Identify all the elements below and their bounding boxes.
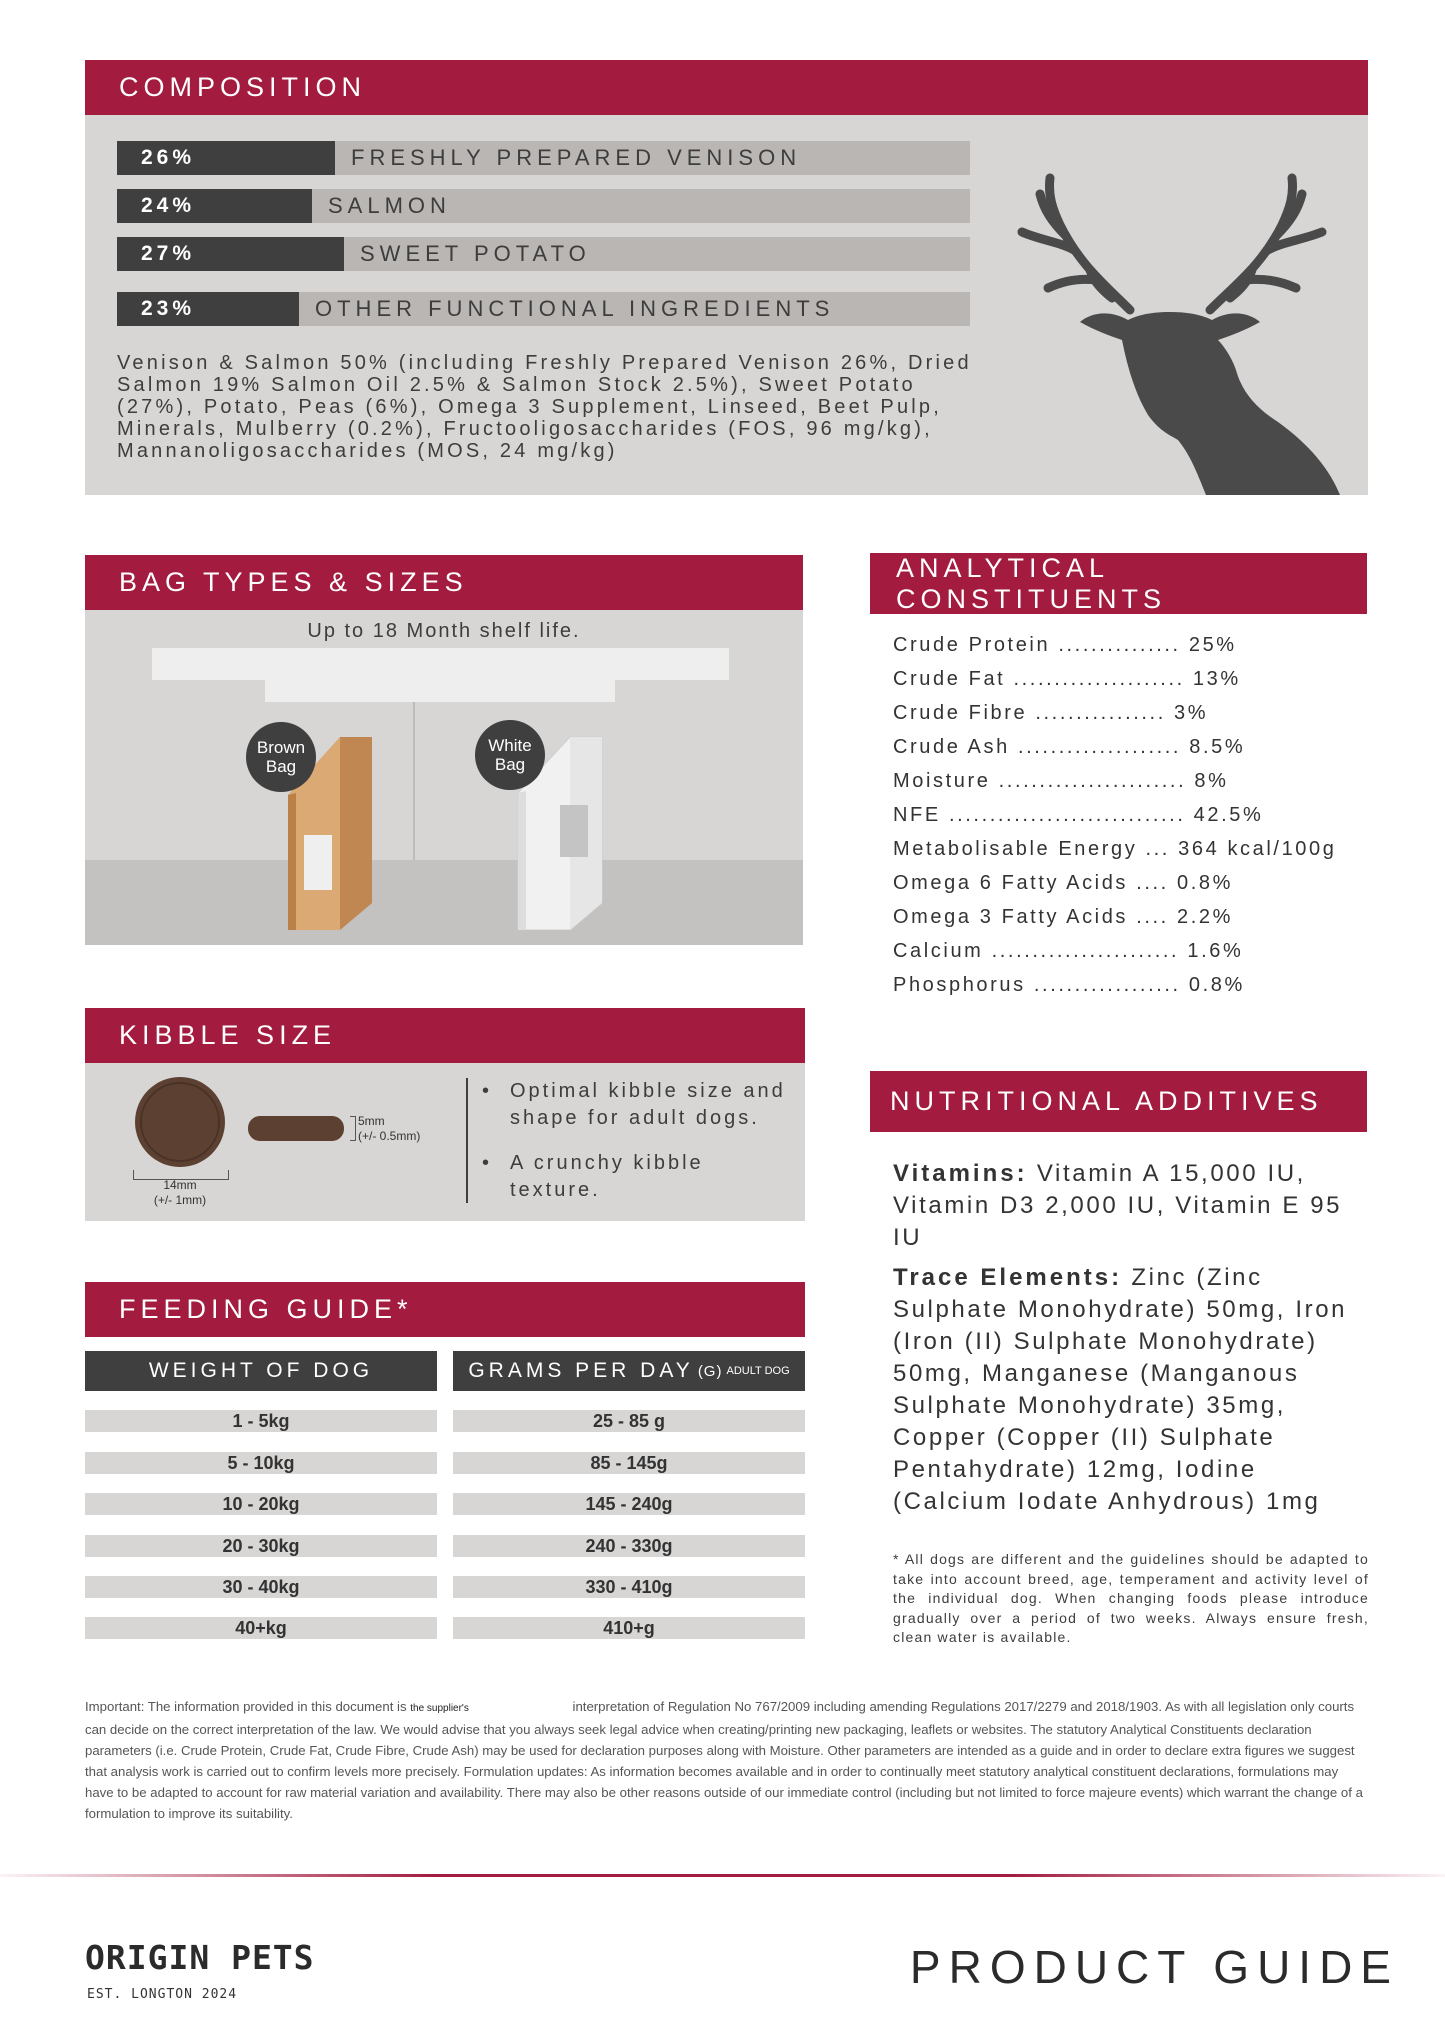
analytical-item: Crude Fat ..................... 13% [893,668,1241,690]
feeding-weight-cell: 1 - 5kg [85,1410,437,1432]
composition-ingredient: SALMON [328,193,451,218]
composition-percent: 27% [117,237,344,271]
analytical-item: Moisture ....................... 8% [893,770,1229,792]
feeding-weight-cell: 30 - 40kg [85,1576,437,1598]
footer-divider [0,1874,1445,1877]
feeding-grams-cell: 410+g [453,1617,805,1639]
analytical-item: Calcium ....................... 1.6% [893,940,1244,962]
kibble-height-dimension [350,1116,356,1141]
kibble-side-icon [248,1116,344,1141]
analytical-item: Metabolisable Energy ... 364 kcal/100g [893,838,1337,860]
composition-ingredient: OTHER FUNCTIONAL INGREDIENTS [315,296,835,321]
composition-ingredient: SWEET POTATO [360,241,591,266]
supplier-text: the supplier's [410,1703,469,1714]
shelf-floor [85,860,803,945]
analytical-item: Omega 6 Fatty Acids .... 0.8% [893,872,1233,894]
shelf-pole [413,702,415,860]
analytical-header [870,553,1367,614]
feeding-grams-cell: 85 - 145g [453,1452,805,1474]
feeding-title: FEEDING GUIDE* [119,1294,413,1324]
composition-header [85,60,1368,115]
vitamins-text: Vitamins: Vitamin A 15,000 IU, Vitamin D3 2,000 IU, Vitamin E 95 IU [893,1160,1343,1251]
document-title: PRODUCT GUIDE [909,1941,1399,1993]
stag-icon [1010,170,1350,495]
feeding-weight-cell: 10 - 20kg [85,1493,437,1515]
brand-logo: ORIGIN PETS [85,1938,315,1977]
analytical-list [893,628,1393,1002]
analytical-item: Crude Ash .................... 8.5% [893,736,1246,758]
kibble-thickness-label: 5mm (+/- 0.5mm) [358,1114,421,1143]
feeding-weight-cell: 40+kg [85,1617,437,1639]
trace-elements-text: Trace Elements: Zinc (Zinc Sulphate Monohydrate) 50mg, Iron (Iron (II) Sulphate Monohydrate) 50mg, Manganese (Manganous Sulphate Monohydrate) 35mg, Copper (Copper (II) Sulphate Pentahydrate) 12mg, Iodine (Calcium Iodate Anhydrous) 1mg [893,1264,1348,1515]
kibble-header [85,1008,805,1063]
kibble-bullets [480,1078,800,1222]
kibble-title: KIBBLE SIZE [119,1020,337,1050]
analytical-item: Omega 3 Fatty Acids .... 2.2% [893,906,1233,928]
composition-row [117,237,970,271]
feeding-col-weight: WEIGHT OF DOG [85,1351,437,1391]
feeding-grams-cell: 145 - 240g [453,1493,805,1515]
additives-header [870,1071,1367,1132]
composition-title: COMPOSITION [119,72,367,102]
brand-est: EST. LONGTON 2024 [87,1987,238,2002]
analytical-title: ANALYTICAL CONSTITUENTS [896,552,1167,614]
bag-types-header [85,555,803,610]
kibble-round-icon [130,1072,230,1172]
composition-percent: 26% [117,141,335,175]
vitamins-label: Vitamins: [893,1160,1028,1187]
shelf-top [152,648,729,680]
legal-disclaimer: Important: The information provided in this document is the supplier's interpretation of Regulation No 767/2009 including amending Regulations 2017/2279 and 2018/1903. As with all legislation only courts can decide on the correct interpretation of the law. We would advise that you always seek legal advice when creating/printing new packaging, leaflets or websites. The statutory Analytical Constituents declaration parameters (i.e. Crude Protein, Crude Fat, Crude Fibre, Crude Ash) may be used for declaration purposes along with Moisture. Other parameters are intended as a guide and in order to declare extra figures we suggest that analysis work is carried out to confirm levels more precisely. Formulation updates: As information becomes available and in order to continually meet statutory analytical constituent declarations, formulations may have to be adapted to account for raw material variation and availability. There may also be other reasons outside of our immediate control (including but not limited to force majeure events) which warrant the change of a formulation to improve its suitability. [85,1699,1363,1821]
feeding-grams-cell: 330 - 410g [453,1576,805,1598]
kibble-bullet: • A crunchy kibble texture. [480,1150,800,1204]
feeding-col-grams: GRAMS PER DAY (G) ADULT DOG [453,1351,805,1391]
feeding-footnote: * All dogs are different and the guidelines should be adapted to take into account breed, age, temperament and activity level of the individual dog. When changing foods please introduce gradually over a period of two weeks. Always ensure fresh, clean water is available. [893,1551,1369,1645]
analytical-item: Phosphorus .................. 0.8% [893,974,1245,996]
composition-ingredient: FRESHLY PREPARED VENISON [351,145,802,170]
shelf-underside [265,680,615,702]
feeding-weight-cell: 5 - 10kg [85,1452,437,1474]
feeding-grams-cell: 25 - 85 g [453,1410,805,1432]
brown-bag-label: Brown Bag [246,722,316,792]
composition-row [117,292,970,326]
kibble-diameter-label: 14mm (+/- 1mm) [153,1178,207,1207]
bag-types-title: BAG TYPES & SIZES [119,567,468,597]
composition-row [117,141,970,175]
feeding-header [85,1282,805,1337]
additives-title: NUTRITIONAL ADDITIVES [890,1086,1323,1116]
white-bag-label: White Bag [475,720,545,790]
shelf-life-text: Up to 18 Month shelf life. [307,620,581,642]
kibble-divider [466,1078,468,1203]
composition-percent: 23% [117,292,299,326]
composition-row [117,189,970,223]
analytical-item: NFE ............................. 42.5% [893,804,1264,826]
feeding-grams-cell: 240 - 330g [453,1535,805,1557]
composition-percent: 24% [117,189,312,223]
kibble-bullet: • Optimal kibble size and shape for adult dogs. [480,1078,800,1132]
trace-elements-label: Trace Elements: [893,1264,1123,1291]
feeding-weight-cell: 20 - 30kg [85,1535,437,1557]
composition-description: Venison & Salmon 50% (including Freshly Prepared Venison 26%, Dried Salmon 19% Salmon Oil 2.5% & Salmon Stock 2.5%), Sweet Potato (27%), Potato, Peas (6%), Omega 3 Supplement, Linseed, Beet Pulp, Minerals, Mulberry (0.2%), Fructooligosaccharides (FOS, 96 mg/kg), Mannanoligosaccharides (MOS, 24 mg/kg) [117,352,972,462]
analytical-item: Crude Protein ............... 25% [893,634,1237,656]
analytical-item: Crude Fibre ................ 3% [893,702,1209,724]
bag-types-panel [85,610,803,945]
